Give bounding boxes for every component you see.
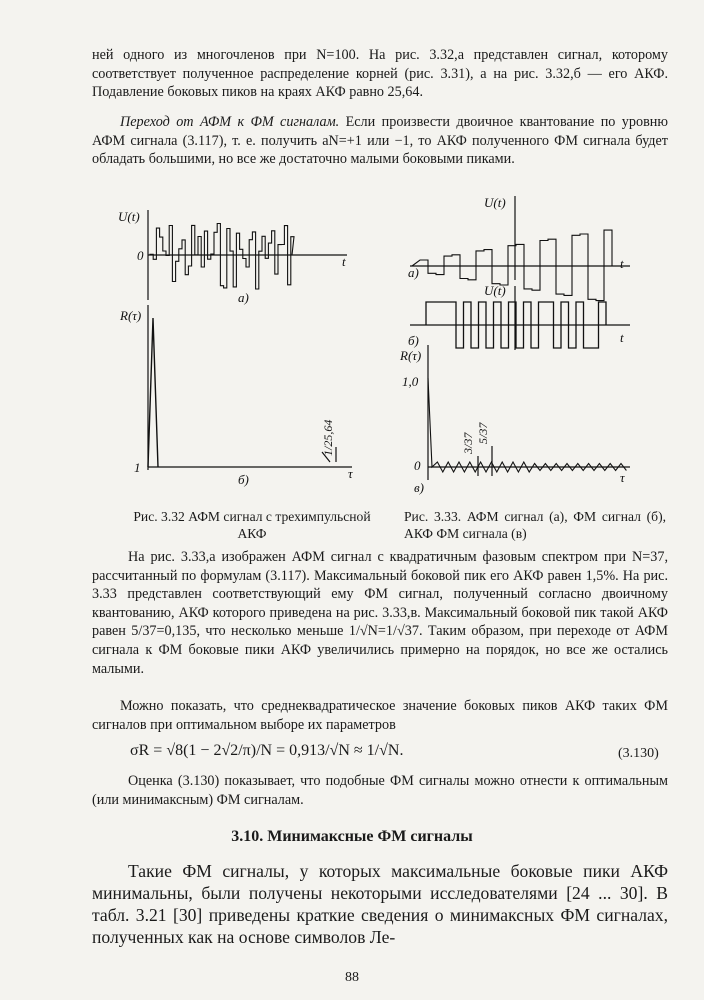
paragraph-2-text: Если произвести двоичное квантование по уровню АФМ сигнала (3.117), т. е. получить aN=+1 или −1, то АКФ полученного ФМ сигнала будет обладать большими, но все же достаточно малыми боковыми пиками. bbox=[92, 114, 668, 168]
fig332b-sidelobe-value: 1/25,64 bbox=[321, 419, 335, 456]
fig333a-u-label: U(t) bbox=[484, 195, 506, 210]
fig333c-sidelobe-marks bbox=[478, 446, 492, 476]
fig333c-acf bbox=[428, 378, 626, 472]
fig333c-zero: 0 bbox=[414, 458, 421, 473]
fig333c-r-label: R(τ) bbox=[400, 348, 422, 363]
fig333c-sidelobe-3-37: 3/37 bbox=[461, 432, 475, 454]
figure-3-32-and-3-33 bbox=[148, 196, 630, 480]
fig332a-panel-label: а) bbox=[238, 290, 249, 305]
fig333a-afm-signal bbox=[412, 230, 612, 301]
paragraph-6: Такие ФМ сигналы, у которых максимальные боковые пики АКФ минимальны, были получены некоторыми исследователями [24 ... 30]. В табл. 3.21 [30] приведены краткие сведения о минимаксных ФМ сигналах, полученных как на основе символов Ле- bbox=[92, 861, 668, 947]
fig333c-panel-label: в) bbox=[414, 480, 424, 495]
fig333a-t-label: t bbox=[620, 256, 624, 271]
fig333c-tau-label: τ bbox=[620, 470, 625, 485]
fig332a-afm-signal bbox=[150, 224, 294, 290]
fig332b-r-label: R(τ) bbox=[120, 308, 142, 323]
fig332b-one: 1 bbox=[134, 460, 141, 475]
fig333b-u-label: U(t) bbox=[484, 283, 506, 298]
fig332b-panel-label: б) bbox=[238, 472, 249, 487]
fig333b-panel-label: б) bbox=[408, 333, 419, 348]
paragraph-1: ней одного из многочленов при N=100. На рис. 3.32,а представлен сигнал, которому соответствует полученное распределение корней (рис. 3.31), а на рис. 3.32,б — его АКФ. Подавление боковых пиков на краях АКФ равно 25,64. bbox=[92, 47, 668, 101]
fig333b-t-label: t bbox=[620, 330, 624, 345]
fig332a-u-label: U(t) bbox=[118, 209, 140, 224]
caption-fig-3-32: Рис. 3.32 АФМ сигнал с трехимпульсной АКФ bbox=[133, 509, 371, 541]
fig333a-panel-label: а) bbox=[408, 265, 419, 280]
paragraph-5: Оценка (3.130) показывает, что подобные ФМ сигналы можно отнести к оптимальным (или минимаксным) ФМ сигналам. bbox=[92, 773, 668, 808]
fig333c-sidelobe-5-37: 5/37 bbox=[476, 422, 490, 444]
fig333c-one-zero: 1,0 bbox=[402, 374, 419, 389]
fig332a-zero: 0 bbox=[137, 248, 144, 263]
paragraph-2-emphasis: Переход от АФМ к ФМ сигналам. bbox=[120, 114, 340, 130]
equation-number: (3.130) bbox=[618, 746, 659, 761]
paragraph-3: На рис. 3.33,а изображен АФМ сигнал с квадратичным фазовым спектром при N=37, рассчитанный по формулам (3.117). Максимальный боковой пик его АКФ равен 1,5%. На рис. 3.33 представлен соответствующий ему ФМ сигнал, полученный согласно двоичному квантованию, АКФ которого приведена на рис. 3.33,в. Максимальный боковой пик такой АКФ равен 5/37=0,135, что несколько меньше 1/√N=1/√37. Таким образом, при переходе от АФМ сигнала к ФМ боковые пики АКФ увеличились примерно на порядок, но все же остались малыми. bbox=[92, 549, 668, 677]
page-number: 88 bbox=[345, 970, 359, 985]
fig332b-tau-label: τ bbox=[348, 466, 353, 481]
section-heading: 3.10. Минимаксные ФМ сигналы bbox=[231, 828, 473, 845]
paragraph-4: Можно показать, что среднеквадратическое значение боковых пиков АКФ таких ФМ сигналов при оптимальном выборе их параметров bbox=[92, 698, 668, 733]
fig332b-main-peak bbox=[148, 318, 158, 467]
equation-3-130: σR = √8(1 − 2√2/π)/N = 0,913/√N ≈ 1/√N. bbox=[130, 742, 404, 759]
fig332a-t-label: t bbox=[342, 254, 346, 269]
caption-fig-3-33: Рис. 3.33. АФМ сигнал (а), ФМ сигнал (б), АКФ ФМ сигнала (в) bbox=[404, 509, 666, 541]
